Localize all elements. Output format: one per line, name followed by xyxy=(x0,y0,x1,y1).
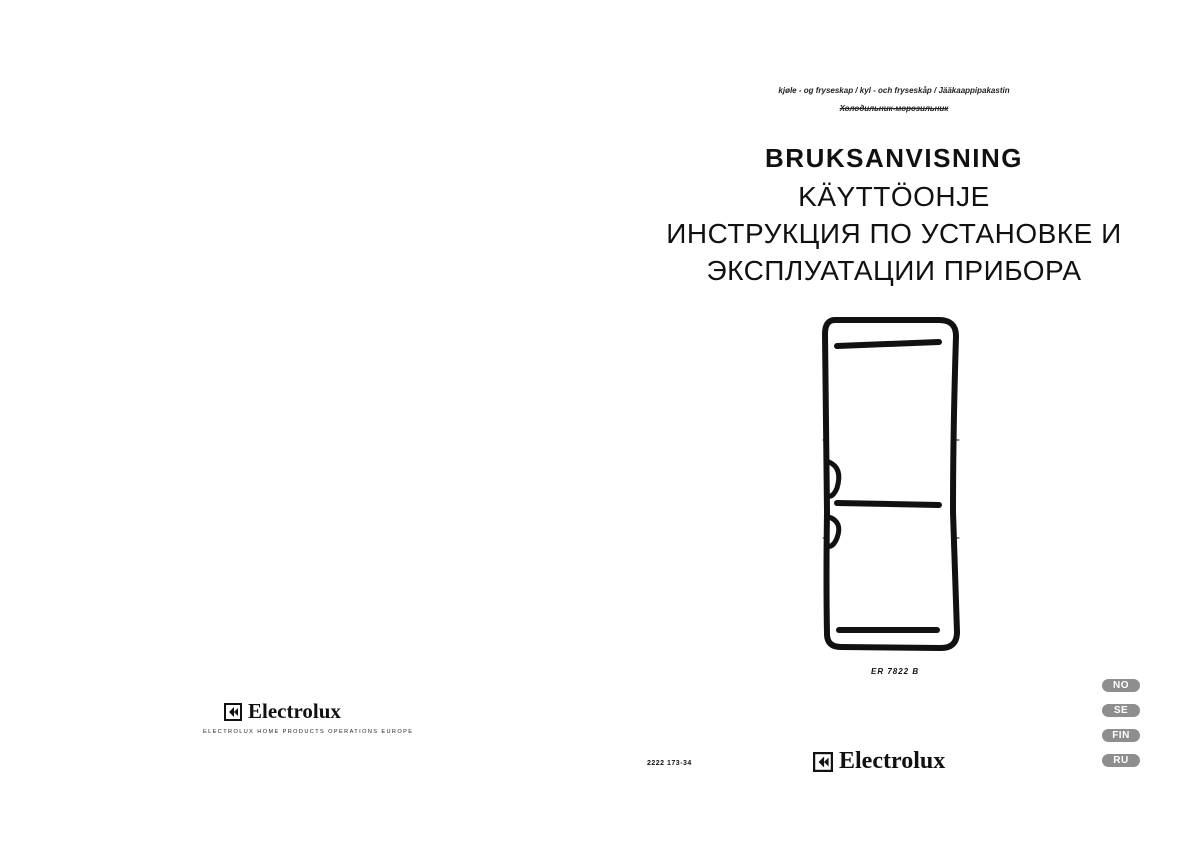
document-code: 2222 173-34 xyxy=(647,760,692,767)
front-cover-brand-name: Electrolux xyxy=(839,748,946,774)
electrolux-logo-icon xyxy=(813,752,833,772)
lang-badge-se: SE xyxy=(1102,704,1140,717)
title-russian-line2: ЭКСПЛУАТАЦИИ ПРИБОРА xyxy=(706,255,1082,286)
title-kayttoohje: KÄYTTÖOHJE xyxy=(798,181,990,212)
back-cover-brand-name: Electrolux xyxy=(248,699,341,723)
front-cover-brand xyxy=(813,748,945,775)
model-number: ER 7822 B xyxy=(871,667,920,676)
lang-badge-fin: FIN xyxy=(1102,729,1140,742)
electrolux-logo-icon xyxy=(224,703,242,721)
lang-badge-no: NO xyxy=(1102,679,1140,692)
back-cover-tagline: ELECTROLUX HOME PRODUCTS OPERATIONS EUROPE xyxy=(203,729,414,735)
back-cover-brand xyxy=(224,699,341,724)
title-bruksanvisning: BRUKSANVISNING xyxy=(765,143,1023,173)
subtitle-russian: Холодильник-морозильник xyxy=(839,104,949,113)
title-russian-line1: ИНСТРУКЦИЯ ПО УСТАНОВКЕ И xyxy=(666,218,1122,249)
subtitle-nordic: kjøle - og fryseskap / kyl - och fryseskåp / Jääkaappipakastin xyxy=(778,86,1010,95)
lang-badge-ru: RU xyxy=(1102,754,1140,767)
refrigerator-outline-icon xyxy=(815,312,965,662)
